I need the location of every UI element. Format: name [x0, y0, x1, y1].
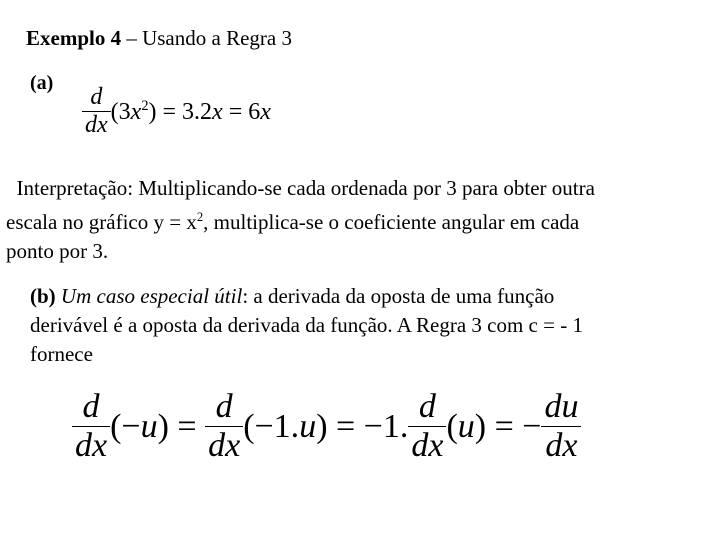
part-b-line-3: fornece [30, 342, 93, 366]
example-title-bold: Exemplo 4 [26, 26, 122, 50]
equation-part-a: $\frac{d}{dx}$ $(3x^2) = 3.2x = 6x$ [82, 84, 271, 139]
derivative-operator-1: $\frac{d}{dx}$ [72, 388, 110, 465]
derivative-du-dx: $\frac{du}{dx}$ [541, 388, 581, 465]
part-a-label: (a) [30, 72, 54, 94]
part-b-line-2: derivável é a oposta da derivada da função. A Regra 3 com c = - 1 [30, 313, 583, 337]
equation-part-b: $\frac{d}{dx}$ (− u ) = $\frac{d}{dx}$ (−1. u ) = −1. $\frac{d}{dx}$ ( u ) = − $\frac{du}{dx}$ [72, 388, 581, 465]
interpretation-line-2: escala no gráfico $y = x^2$, multiplica-se o coeficiente angular em cada [6, 210, 580, 234]
part-b-line-1: (b) Um caso especial útil: a derivada da oposta de uma função [30, 284, 555, 308]
derivative-operator-3: $\frac{d}{dx}$ [408, 388, 446, 465]
interpretation-paragraph [6, 174, 706, 266]
part-b-paragraph [30, 282, 710, 369]
interpretation-line-3: ponto por 3. [6, 239, 109, 263]
part-b-italic: Um caso especial útil [60, 284, 243, 308]
interpretation-line-1: Interpretação: Multiplicando-se cada ordenada por 3 para obter outra [6, 176, 595, 200]
part-b-label: (b) [30, 284, 61, 308]
derivative-operator-2: $\frac{d}{dx}$ [205, 388, 243, 465]
example-title-rest: – Usando a Regra 3 [121, 26, 292, 50]
derivative-operator: $\frac{d}{dx}$ [82, 84, 111, 139]
example-title [26, 26, 292, 51]
